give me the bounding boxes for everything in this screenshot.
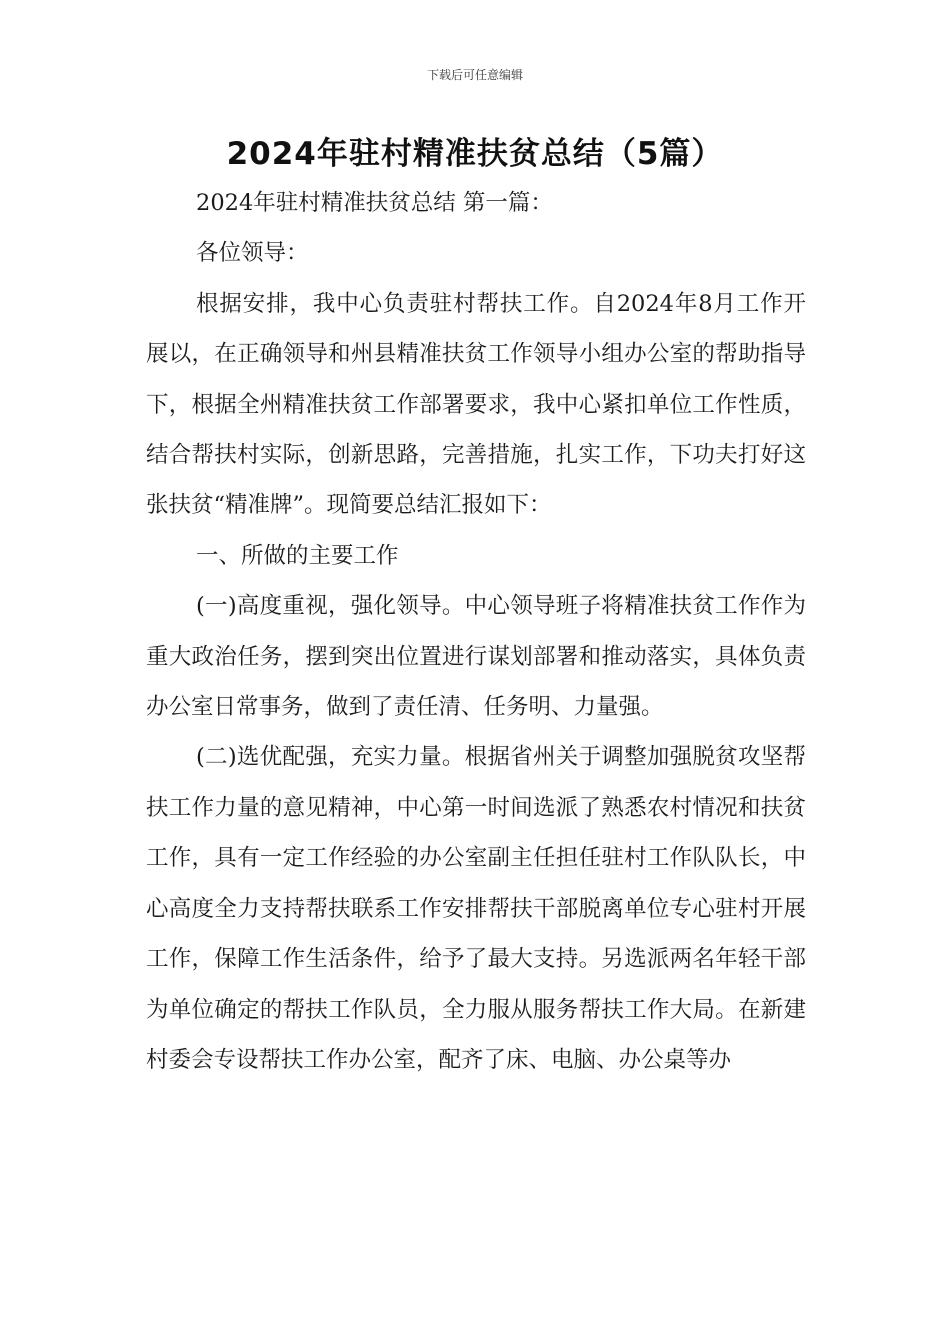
salutation: 各位领导：	[196, 240, 309, 267]
paragraph-leadership: (一)高度重视，强化领导。中心领导班子将精准扶贫工作作为重大政治任务，摆到突出位置进行谋划部署和推动落实，具体负责办公室日常事务，做到了责任清、任务明、力量强。	[146, 593, 806, 721]
paragraph-intro: 根据安排，我中心负责驻村帮扶工作。自2024年8月工作开展以，在正确领导和州县精准扶贫工作领导小组办公室的帮助指导下，根据全州精准扶贫工作部署要求，我中心紧扣单位工作性质，结合帮扶村实际，创新思路，完善措施，扎实工作，下功夫打好这张扶贫“精准牌”。现简要总结汇报如下：	[146, 290, 806, 519]
section-subtitle: 2024年驻村精准扶贫总结 第一篇：	[196, 190, 553, 216]
document-title: 2024年驻村精准扶贫总结（5篇）	[226, 136, 724, 172]
document-body	[146, 178, 806, 1085]
header-note: 下载后可任意编辑	[426, 68, 523, 82]
section-heading: 一、所做的主要工作	[196, 542, 399, 569]
paragraph-staffing: (二)选优配强，充实力量。根据省州关于调整加强脱贫攻坚帮扶工作力量的意见精神，中心第一时间选派了熟悉农村情况和扶贫工作，具有一定工作经验的办公室副主任担任驻村工作队队长，中心高度全力支持帮扶联系工作安排帮扶干部脱离单位专心驻村开展工作，保障工作生活条件，给予了最大支持。另选派两名年轻干部为单位确定的帮扶工作队员，全力服从服务帮扶工作大局。在新建村委会专设帮扶工作办公室，配齐了床、电脑、办公桌等办	[146, 744, 806, 1073]
